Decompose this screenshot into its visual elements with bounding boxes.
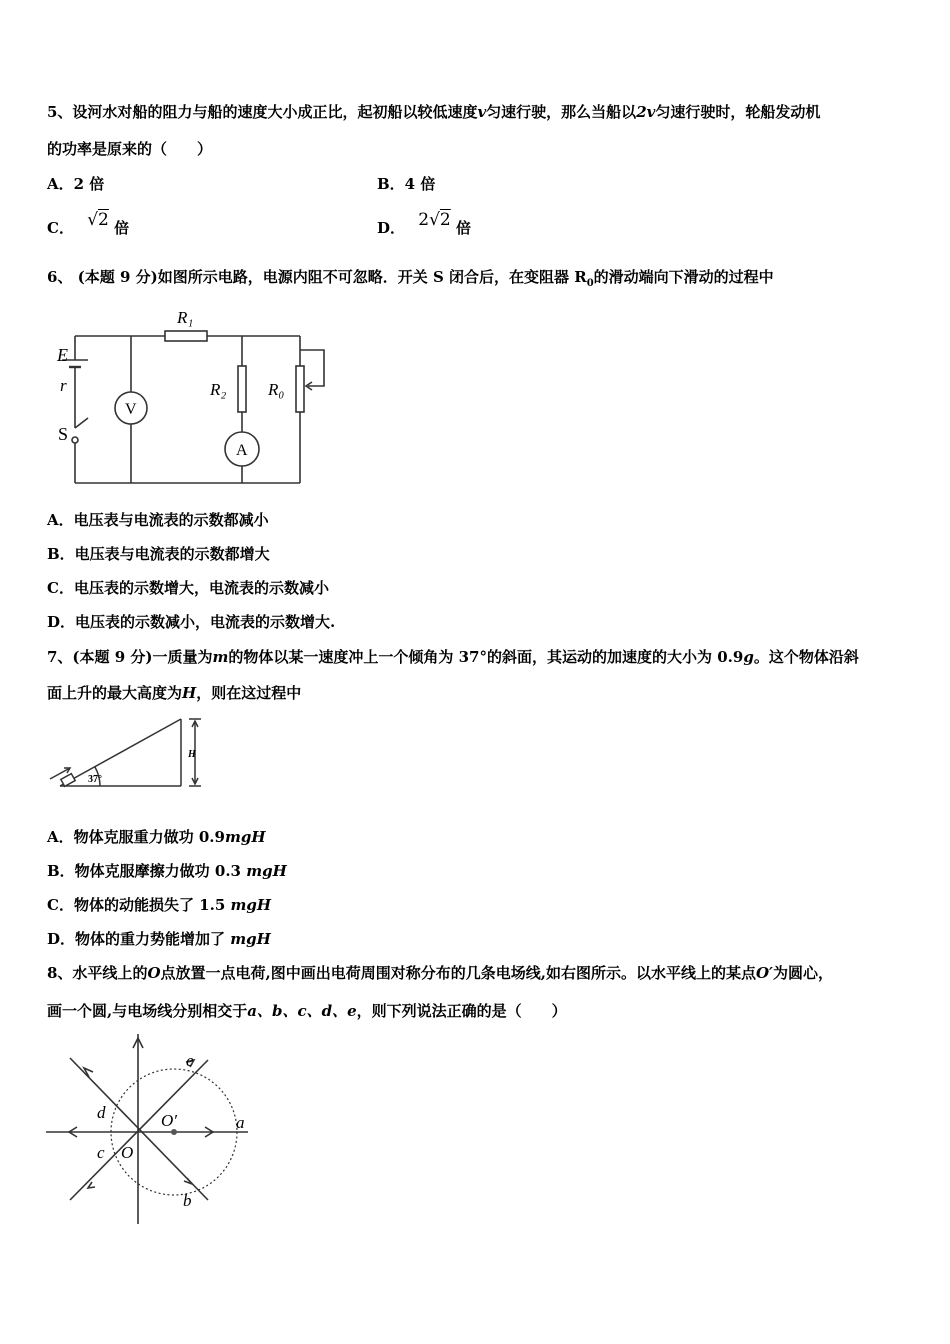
q8-var-o: O xyxy=(147,964,161,982)
q7-text-e: ，则在这过程中 xyxy=(196,684,302,702)
q6-option-a[interactable]: A．电压表与电流表的示数都减小 xyxy=(47,511,269,529)
q8-label-d: d xyxy=(97,1103,106,1122)
q8-var-oprime: O′ xyxy=(755,964,774,982)
q6-voltmeter-label: V xyxy=(125,401,137,418)
q5-option-c-radicand: 2 xyxy=(98,210,109,230)
q5-option-a[interactable]: A．2 倍 xyxy=(47,175,105,193)
q6-label-r: r xyxy=(60,376,67,395)
q7-text-d: 面上升的最大高度为 xyxy=(47,684,183,702)
q6-option-b[interactable]: B．电压表与电流表的示数都增大 xyxy=(47,545,270,563)
q7-option-d-text: D．物体的重力势能增加了 xyxy=(47,930,231,948)
q5-option-d-unit: 倍 xyxy=(455,219,471,237)
q5-option-d-sqrt: 2√2 xyxy=(418,210,451,230)
q8-label-a: a xyxy=(236,1113,245,1132)
q6-label-r0: R₀ xyxy=(268,380,285,399)
q6-label-e: E xyxy=(57,345,68,365)
q8-label-c: c xyxy=(97,1143,105,1162)
q7-option-b-var: mgH xyxy=(246,862,287,880)
q8-text-e: ，则下列说法正确的是（ ） xyxy=(356,1002,567,1020)
q5-text-b: 匀速行驶，那么当船以 xyxy=(486,103,637,121)
q7-option-a-var: mgH xyxy=(224,828,266,846)
q7-option-b-text: B．物体克服摩擦力做功 0.3 xyxy=(47,862,247,880)
q5-text-a: 5、设河水对船的阻力与船的速度大小成正比，起初船以较低速度 xyxy=(47,103,478,121)
q8-label-o: O xyxy=(121,1143,134,1162)
q8-text-d: 画一个圆,与电场线分别相交于 xyxy=(47,1002,248,1020)
q6-option-c[interactable]: C．电压表的示数增大，电流表的示数减小 xyxy=(47,579,329,597)
q6-ammeter-label: A xyxy=(236,442,248,459)
q5-option-d-coef: 2 xyxy=(418,210,430,230)
q6-stem-text-b: 的滑动端向下滑动的过程中 xyxy=(593,268,774,286)
q6-stem-text-a: 6、 (本题 9 分)如图所示电路，电源内阻不可忽略．开关 S 闭合后，在变阻器 R xyxy=(47,268,587,286)
q6-stem-subscript: 0 xyxy=(586,278,594,289)
q7-height-label: H xyxy=(188,749,196,760)
q7-option-a-text: A．物体克服重力做功 0.9 xyxy=(47,828,225,846)
q7-var-g: g xyxy=(743,648,754,666)
q7-angle-label: 37° xyxy=(88,774,102,785)
q7-option-c-text: C．物体的动能损失了 1.5 xyxy=(47,896,231,914)
q7-text-a: 7、(本题 9 分)一质量为 xyxy=(47,648,213,666)
q5-option-b[interactable]: B．4 倍 xyxy=(377,175,436,193)
q6-label-r2: R₂ xyxy=(210,380,227,399)
q5-text-c: 匀速行驶时，轮船发动机 xyxy=(655,103,821,121)
q5-stem-line2: 的功率是原来的（ ） xyxy=(47,140,213,158)
q5-var-2v: 2v xyxy=(636,103,656,121)
q7-var-m: m xyxy=(212,648,229,666)
q5-option-d-label: D． xyxy=(377,219,406,237)
q8-label-b: b xyxy=(183,1191,192,1210)
q5-option-c-sqrt: √2 xyxy=(87,210,109,230)
q6-label-r1: R₁ xyxy=(177,308,194,327)
q5-option-c-label: C． xyxy=(47,219,74,237)
q5-var-v: v xyxy=(477,103,487,121)
q8-text-c: 为圆心， xyxy=(773,964,834,982)
q7-option-d-var: mgH xyxy=(230,930,271,948)
q8-text-b: 点放置一点电荷,图中画出电荷周围对称分布的几条电场线,如右图所示。以水平线上的某点 xyxy=(160,964,756,982)
q6-option-d[interactable]: D．电压表的示数减小，电流表的示数增大. xyxy=(47,613,336,631)
q5-option-d-radicand: 2 xyxy=(439,210,451,230)
q7-text-b: 的物体以某一速度冲上一个倾角为 37°的斜面，其运动的加速度的大小为 0.9 xyxy=(228,648,744,666)
q8-points: a、b、c、d、e xyxy=(247,1002,357,1020)
q8-text-a: 8、水平线上的 xyxy=(47,964,148,982)
q8-label-oprime: O′ xyxy=(161,1111,177,1130)
q6-label-s: S xyxy=(58,424,69,444)
q7-text-c: 。这个物体沿斜 xyxy=(753,648,859,666)
q8-label-e: e xyxy=(186,1051,194,1070)
q7-option-c-var: mgH xyxy=(230,896,272,914)
q5-option-c-unit: 倍 xyxy=(114,219,130,237)
q7-var-h: H xyxy=(182,684,197,702)
